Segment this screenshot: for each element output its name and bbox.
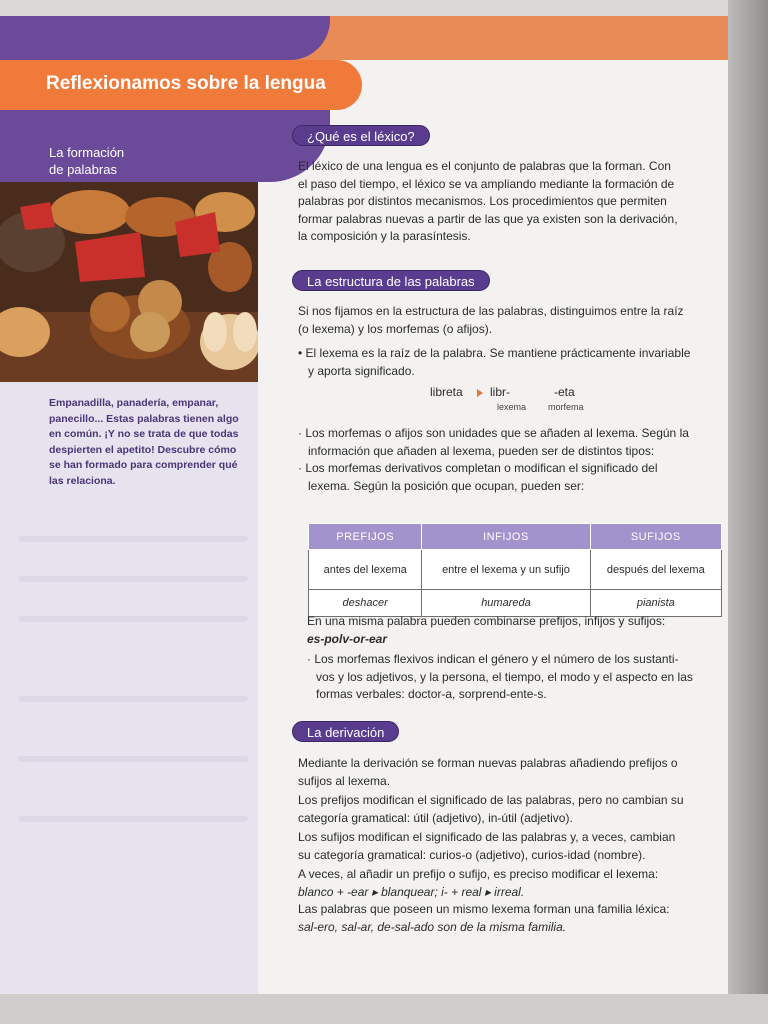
ghost-line	[18, 536, 248, 542]
intro-text: Empanadilla, panadería, empanar, panecillo... Estas palabras tienen algo en común. ¡Y no se trata de que todas despierten el apetito! Descubre cómo se han formado para comprender qué las relaciona.	[49, 397, 239, 487]
section-heading-lexico: ¿Qué es el léxico?	[292, 125, 430, 146]
table-header-row	[309, 524, 722, 550]
ghost-line	[18, 756, 248, 762]
ghost-line	[18, 616, 248, 622]
bottom-shadow	[0, 994, 768, 1024]
ghost-line	[18, 576, 248, 582]
after-table-text: En una misma palabra pueden combinarse prefijos, infijos y sufijos: es-polv-or-ear	[307, 614, 666, 646]
arrow-icon	[477, 389, 483, 397]
table-cell: humareda	[422, 590, 590, 617]
ghost-line	[18, 696, 248, 702]
example-word: libreta	[430, 385, 463, 399]
estructura-intro: Si nos fijamos en la estructura de las palabras, distinguimos entre la raíz (o lexema) y los morfemas (o afijos).	[298, 304, 684, 336]
page-edge-shadow	[728, 0, 768, 1024]
bread-illustration	[0, 182, 258, 382]
example-root: libr-	[490, 385, 510, 399]
section-subtitle: La formación de palabras	[49, 145, 125, 177]
morphemes-table	[308, 523, 722, 617]
table-cell: deshacer	[309, 590, 422, 617]
lexema-bullet: • El lexema es la raíz de la palabra. Se mantiene prácticamente invariable y aporta significado.	[298, 346, 691, 378]
table-header: PREFIJOS	[309, 524, 422, 550]
derivacion-paragraph: Mediante la derivación se forman nuevas palabras añadiendo prefijos o sufijos al lexema. Los prefijos modifican el significado de las palabras, pero no cambian su categoría gramatical: útil (adjetivo), in-útil (adjetivo). Los sufijos modifican el significado de las palabras y, a veces, cambian su categoría gramatical: curios-o (adjetivo), curios-idad (nombre). A veces, al añadir un prefijo o sufijo, es preciso modificar el lexema: blanco + -ear ▸ blanquear; i- + real ▸ irreal. Las palabras que poseen un mismo lexema forman una familia léxica: sal-ero, sal-ar, de-sal-ado son de la misma familia.	[298, 756, 684, 934]
flexivos-bullet: · Los morfemas flexivos indican el género y el número de los sustanti- vos y los adjetivos, y la persona, el tiempo, el modo y el aspecto en las formas verbales: doctor-a, sorprend-ente-s.	[307, 652, 693, 701]
lexico-paragraph: El léxico de una lengua es el conjunto de palabras que la forman. Con el paso del tiempo, el léxico se va ampliando mediante la formación de palabras por distintos mecanismos. Los procedimientos que permiten formar palabras nuevas a partir de las que ya existen son la derivación, la composición y la parasíntesis.	[298, 159, 678, 243]
section-heading-estructura: La estructura de las palabras	[292, 270, 490, 291]
table-cell: antes del lexema	[309, 550, 422, 590]
example-suffix: -eta	[554, 385, 575, 399]
root-label: lexema	[497, 402, 527, 412]
table-cell: pianista	[590, 590, 721, 617]
bread-photo	[0, 182, 258, 382]
suffix-label: morfema	[548, 402, 584, 412]
table-header: SUFIJOS	[590, 524, 721, 550]
morfemas-bullets: · Los morfemas o afijos son unidades que se añaden al lexema. Según la información que añaden al lexema, pueden ser de distintos tipos: · Los morfemas derivativos completan o modifican el significado del lexema. Según la posición que ocupan, pueden ser:	[298, 426, 689, 493]
ghost-line	[18, 816, 248, 822]
page-title: Reflexionamos sobre la lengua	[46, 73, 326, 94]
section-heading-derivacion: La derivación	[292, 721, 399, 742]
textbook-page	[0, 16, 746, 996]
table-cell: después del lexema	[590, 550, 721, 590]
table-header: INFIJOS	[422, 524, 590, 550]
top-purple-band	[0, 16, 330, 60]
table-row	[309, 550, 722, 590]
table-cell: entre el lexema y un sufijo	[422, 550, 590, 590]
